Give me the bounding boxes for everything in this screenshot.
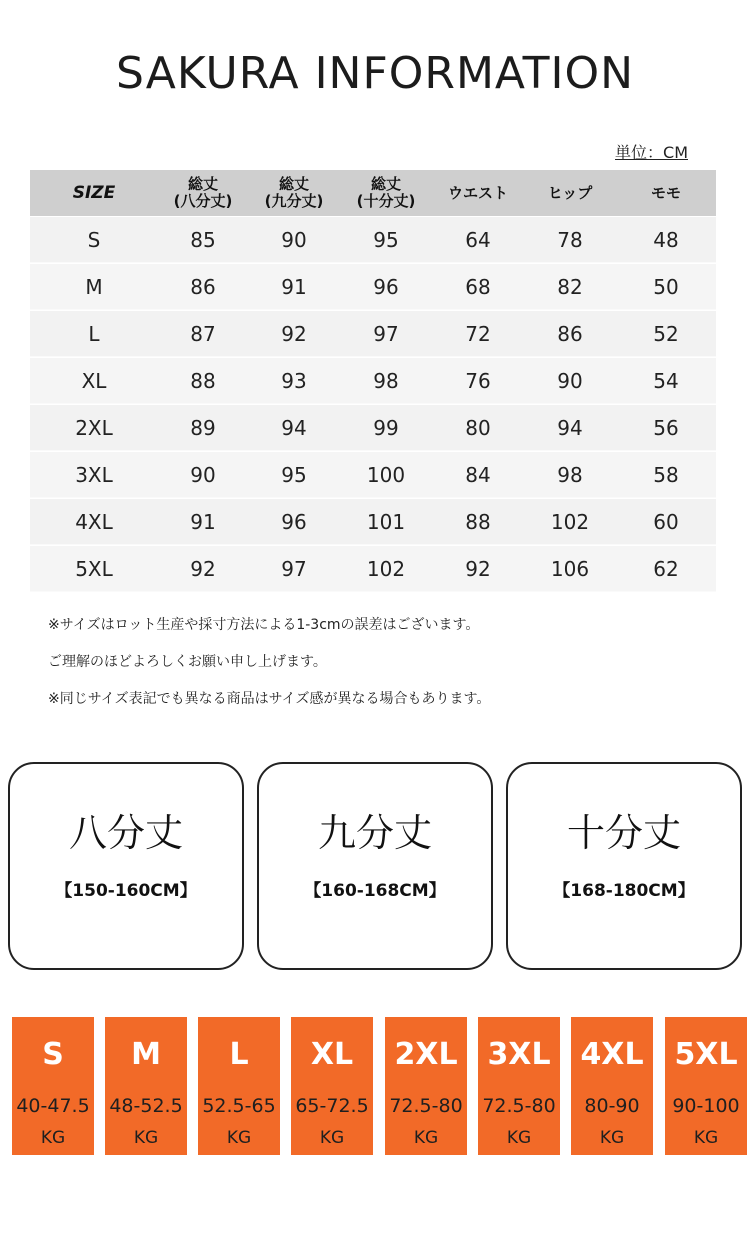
size-cell: 5XL: [75, 556, 113, 581]
value-cell: 72: [465, 321, 491, 346]
value-cell: 85: [190, 227, 216, 252]
table-row: [30, 405, 716, 451]
length-range: 【168-180CM】: [553, 881, 695, 901]
value-cell: 54: [653, 368, 679, 393]
value-cell: 97: [281, 556, 307, 581]
table-row: [30, 311, 716, 357]
value-cell: 58: [653, 462, 679, 487]
header-hip: ヒップ: [547, 183, 593, 202]
header-length-8: 総丈 (八分丈): [173, 175, 233, 210]
value-cell: 56: [653, 415, 679, 440]
value-cell: 88: [190, 368, 216, 393]
weight-range: 52.5-65: [202, 1095, 276, 1117]
weight-size: XL: [310, 1037, 354, 1072]
note-1: ※サイズはロット生産や採寸方法による1-3cmの誤差はございます。: [48, 617, 480, 633]
weight-range: 72.5-80: [482, 1095, 556, 1117]
value-cell: 76: [465, 368, 491, 393]
length-name: 八分丈: [68, 811, 183, 855]
value-cell: 97: [373, 321, 399, 346]
table-row: [30, 358, 716, 404]
weight-box: [385, 1017, 467, 1155]
value-cell: 95: [373, 227, 399, 252]
weight-size: M: [131, 1037, 161, 1072]
length-card-8: [8, 762, 244, 970]
weight-size: 5XL: [674, 1037, 738, 1072]
value-cell: 102: [366, 556, 406, 581]
value-cell: 99: [373, 415, 399, 440]
table-row: [30, 499, 716, 545]
table-row: [30, 264, 716, 310]
value-cell: 101: [366, 509, 406, 534]
value-cell: 92: [190, 556, 216, 581]
weight-range: 65-72.5: [295, 1095, 369, 1117]
value-cell: 95: [281, 462, 307, 487]
weight-unit: KG: [599, 1128, 625, 1148]
weight-range: 72.5-80: [389, 1095, 463, 1117]
size-table: [30, 170, 716, 592]
value-cell: 92: [465, 556, 491, 581]
weight-range: 48-52.5: [109, 1095, 183, 1117]
value-cell: 86: [557, 321, 583, 346]
value-cell: 100: [366, 462, 406, 487]
weight-range: 90-100: [672, 1095, 740, 1117]
weight-unit: KG: [693, 1128, 719, 1148]
length-card-9: [257, 762, 493, 970]
table-header: [30, 170, 716, 216]
weight-size: 4XL: [580, 1037, 644, 1072]
notes: [48, 615, 490, 726]
length-range: 【160-168CM】: [304, 881, 446, 901]
value-cell: 98: [373, 368, 399, 393]
unit-label: 単位：CM: [615, 143, 688, 162]
value-cell: 89: [190, 415, 216, 440]
weight-range: 80-90: [584, 1095, 640, 1117]
weight-size: S: [42, 1037, 64, 1072]
value-cell: 102: [550, 509, 590, 534]
header-length-9: 総丈 (九分丈): [264, 175, 324, 210]
weight-size: 2XL: [394, 1037, 458, 1072]
note-2: ご理解のほどよろしくお願い申し上げます。: [48, 654, 327, 670]
size-cell: 2XL: [75, 415, 113, 440]
value-cell: 91: [281, 274, 307, 299]
weight-unit: KG: [413, 1128, 439, 1148]
table-row: [30, 217, 716, 263]
note-3: ※同じサイズ表記でも異なる商品はサイズ感が異なる場合もあります。: [48, 691, 491, 707]
value-cell: 80: [465, 415, 491, 440]
size-cell: S: [87, 227, 101, 252]
weight-unit: KG: [506, 1128, 532, 1148]
value-cell: 48: [653, 227, 679, 252]
weight-size: 3XL: [487, 1037, 551, 1072]
value-cell: 78: [557, 227, 583, 252]
value-cell: 84: [465, 462, 491, 487]
weight-unit: KG: [226, 1128, 252, 1148]
value-cell: 82: [557, 274, 583, 299]
length-range: 【150-160CM】: [55, 881, 197, 901]
value-cell: 64: [465, 227, 491, 252]
size-cell: 3XL: [75, 462, 113, 487]
value-cell: 96: [373, 274, 399, 299]
value-cell: 92: [281, 321, 307, 346]
header-waist: ウエスト: [447, 183, 508, 202]
size-cell: L: [88, 321, 100, 346]
weight-unit: KG: [133, 1128, 159, 1148]
header-size: SIZE: [72, 182, 116, 203]
page-title: SAKURA INFORMATION: [115, 48, 635, 99]
value-cell: 68: [465, 274, 491, 299]
table-row: [30, 452, 716, 498]
header-thigh: モモ: [650, 183, 681, 202]
value-cell: 60: [653, 509, 679, 534]
weight-box: [478, 1017, 560, 1155]
weight-unit: KG: [40, 1128, 66, 1148]
value-cell: 50: [653, 274, 679, 299]
value-cell: 93: [281, 368, 307, 393]
value-cell: 90: [190, 462, 216, 487]
weight-box: [665, 1017, 747, 1155]
value-cell: 96: [281, 509, 307, 534]
weight-box: [198, 1017, 280, 1155]
value-cell: 90: [557, 368, 583, 393]
weight-box: [12, 1017, 94, 1155]
value-cell: 88: [465, 509, 491, 534]
weight-box: [571, 1017, 653, 1155]
value-cell: 94: [557, 415, 583, 440]
value-cell: 87: [190, 321, 216, 346]
weight-range: 40-47.5: [16, 1095, 90, 1117]
value-cell: 90: [281, 227, 307, 252]
value-cell: 52: [653, 321, 679, 346]
size-cell: XL: [81, 368, 107, 393]
value-cell: 86: [190, 274, 216, 299]
weight-box: [105, 1017, 187, 1155]
header-length-10: 総丈 (十分丈): [356, 175, 416, 210]
weight-unit: KG: [319, 1128, 345, 1148]
length-name: 九分丈: [317, 811, 432, 855]
value-cell: 91: [190, 509, 216, 534]
length-card-10: [506, 762, 742, 970]
value-cell: 62: [653, 556, 679, 581]
size-cell: 4XL: [75, 509, 113, 534]
table-row: [30, 546, 716, 592]
value-cell: 98: [557, 462, 583, 487]
value-cell: 94: [281, 415, 307, 440]
weight-box: [291, 1017, 373, 1155]
value-cell: 106: [550, 556, 590, 581]
size-cell: M: [85, 274, 103, 299]
length-name: 十分丈: [566, 811, 681, 855]
weight-size: L: [229, 1037, 249, 1072]
